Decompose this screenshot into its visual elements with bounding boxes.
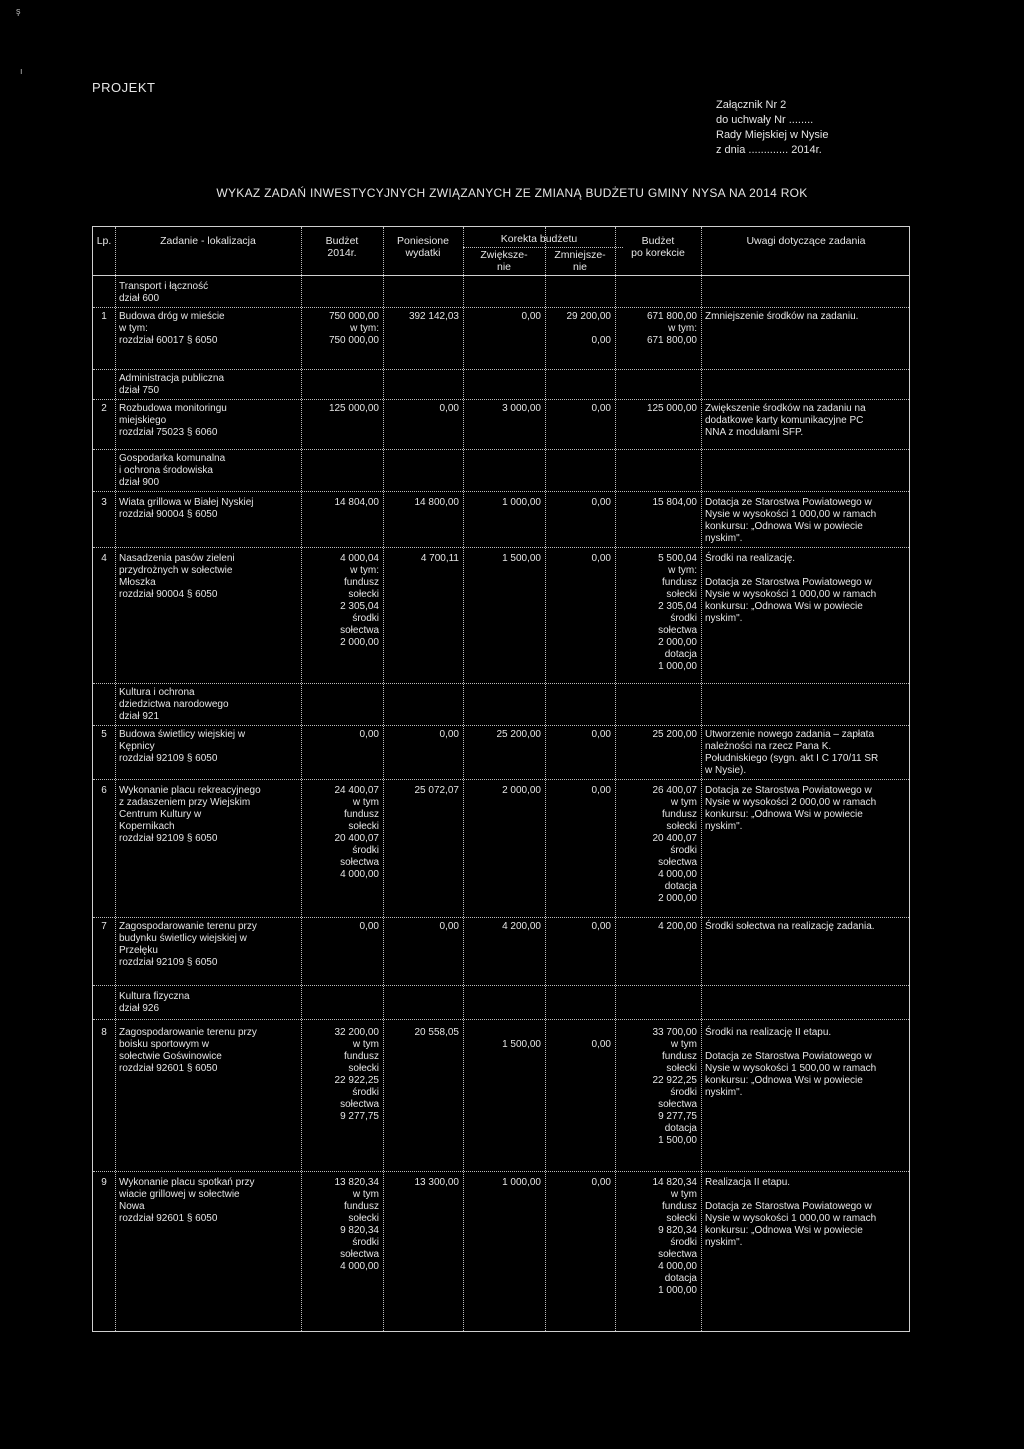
row-task: Zagospodarowanie terenu przy budynku świetlicy wiejskiej w Przełęku rozdział 92109 § 6050 xyxy=(119,921,257,968)
row-divider xyxy=(93,449,909,450)
row-spent: 0,00 xyxy=(439,403,459,414)
header-decrease: Zmniejsze- nie xyxy=(554,249,606,273)
row-divider xyxy=(93,683,909,684)
row-remarks: Środki na realizację II etapu. Dotacja ze Starostwa Powiatowego w Nysie w wysokości 1 500,00 w ramach konkursu: „Odnowa Wsi w powiecie nyskim". xyxy=(705,1027,877,1098)
row-remarks: Dotacja ze Starostwa Powiatowego w Nysie w wysokości 1 000,00 w ramach konkursu: „Odnowa Wsi w powiecie nyskim". xyxy=(705,497,877,544)
header-spent: Poniesione wydatki xyxy=(397,235,449,259)
row-divider xyxy=(93,725,909,726)
header-lp: Lp. xyxy=(96,235,112,247)
document-title: WYKAZ ZADAŃ INWESTYCYJNYCH ZWIĄZANYCH ZE ZMIANĄ BUDŻETU GMINY NYSA NA 2014 ROK xyxy=(216,186,808,200)
row-decrease: 0,00 xyxy=(591,785,611,796)
row-increase: 2 000,00 xyxy=(502,785,541,796)
row-increase: 1 000,00 xyxy=(502,1177,541,1188)
row-divider xyxy=(93,547,909,548)
annex-block xyxy=(716,98,828,158)
row-budget: 4 000,04 w tym: fundusz sołecki 2 305,04 środki sołectwa 2 000,00 xyxy=(340,553,379,648)
row-task: Zagospodarowanie terenu przy boisku sportowym w sołectwie Goświnowice rozdział 92601 § 6050 xyxy=(119,1027,257,1074)
row-lp: 2 xyxy=(101,403,107,414)
row-after: 125 000,00 xyxy=(646,403,697,414)
row-divider xyxy=(93,307,909,308)
row-after: 671 800,00 w tym: 671 800,00 xyxy=(646,311,697,346)
row-after: 14 820,34 w tym fundusz sołecki 9 820,34 środki sołectwa 4 000,00 dotacja 1 000,00 xyxy=(652,1177,697,1296)
row-spent: 13 300,00 xyxy=(414,1177,459,1188)
row-increase: 3 000,00 xyxy=(502,403,541,414)
row-divider xyxy=(93,369,909,370)
section-heading: Kultura fizyczna dział 926 xyxy=(119,991,190,1014)
header-changes: Korekta budżetu xyxy=(500,233,578,245)
row-lp: 6 xyxy=(101,785,107,796)
row-divider xyxy=(93,1019,909,1020)
row-budget: 750 000,00 w tym: 750 000,00 xyxy=(328,311,379,346)
row-remarks: Środki na realizację. Dotacja ze Starostwa Powiatowego w Nysie w wysokości 1 000,00 w ramach konkursu: „Odnowa Wsi w powiecie nyskim". xyxy=(705,553,877,624)
row-lp: 3 xyxy=(101,497,107,508)
corner-mark-top: ş xyxy=(16,6,21,16)
row-decrease: 0,00 xyxy=(591,553,611,564)
row-spent: 0,00 xyxy=(439,921,459,932)
row-after: 5 500,04 w tym: fundusz sołecki 2 305,04 środki sołectwa 2 000,00 dotacja 1 000,00 xyxy=(658,553,697,672)
row-after: 26 400,07 w tym fundusz sołecki 20 400,07 środki sołectwa 4 000,00 dotacja 2 000,00 xyxy=(652,785,697,904)
row-budget: 24 400,07 w tym fundusz sołecki 20 400,07 środki sołectwa 4 000,00 xyxy=(334,785,379,880)
row-task: Budowa dróg w mieście w tym: rozdział 60017 § 6050 xyxy=(119,311,225,346)
annex-line: Załącznik Nr 2 xyxy=(716,99,787,111)
row-decrease: 29 200,00 0,00 xyxy=(566,311,611,346)
row-spent: 4 700,11 xyxy=(420,553,459,564)
row-decrease: 0,00 xyxy=(591,1039,611,1050)
row-divider xyxy=(93,917,909,918)
row-remarks: Zwiększenie środków na zadaniu na dodatkowe karty komunikacyjne PC NNA z modułami SFP. xyxy=(705,403,866,438)
row-decrease: 0,00 xyxy=(591,497,611,508)
row-lp: 7 xyxy=(101,921,107,932)
row-divider xyxy=(93,399,909,400)
row-increase: 1 500,00 xyxy=(502,553,541,564)
row-budget: 0,00 xyxy=(359,921,379,932)
row-spent: 392 142,03 xyxy=(408,311,459,322)
row-after: 4 200,00 xyxy=(658,921,697,932)
row-task: Rozbudowa monitoringu miejskiego rozdział 75023 § 6060 xyxy=(119,403,227,438)
row-increase: 1 000,00 xyxy=(502,497,541,508)
row-lp: 9 xyxy=(101,1177,107,1188)
row-budget: 32 200,00 w tym fundusz sołecki 22 922,25 środki sołectwa 9 277,75 xyxy=(334,1027,379,1122)
row-increase: 0,00 xyxy=(521,311,541,322)
row-task: Wiata grillowa w Białej Nyskiej rozdział 90004 § 6050 xyxy=(119,497,254,520)
row-lp: 4 xyxy=(101,553,107,564)
header-task: Zadanie - lokalizacja xyxy=(160,235,256,247)
row-divider xyxy=(93,985,909,986)
row-divider xyxy=(93,491,909,492)
row-increase: 1 500,00 xyxy=(502,1039,541,1050)
row-spent: 25 072,07 xyxy=(414,785,459,796)
row-divider xyxy=(93,779,909,780)
annex-line: do uchwały Nr ........ xyxy=(716,114,814,126)
corner-mark-side: ı xyxy=(20,66,23,76)
row-remarks: Środki sołectwa na realizację zadania. xyxy=(705,921,875,932)
row-budget: 125 000,00 xyxy=(328,403,379,414)
row-task: Nasadzenia pasów zieleni przydrożnych w sołectwie Młoszka rozdział 90004 § 6050 xyxy=(119,553,235,600)
annex-line: z dnia ............. 2014r. xyxy=(716,144,822,156)
row-decrease: 0,00 xyxy=(591,921,611,932)
header-border xyxy=(93,275,909,276)
row-lp: 5 xyxy=(101,729,107,740)
row-budget: 13 820,34 w tym fundusz sołecki 9 820,34 środki sołectwa 4 000,00 xyxy=(334,1177,379,1272)
row-task: Wykonanie placu rekreacyjnego z zadaszeniem przy Wiejskim Centrum Kultury w Kopernikach rozdział 92109 § 6050 xyxy=(119,785,261,844)
row-spent: 0,00 xyxy=(439,729,459,740)
section-heading: Gospodarka komunalna i ochrona środowiska dział 900 xyxy=(119,453,226,488)
investment-table xyxy=(92,226,910,1332)
section-heading: Administracja publiczna dział 750 xyxy=(119,373,225,396)
row-decrease: 0,00 xyxy=(591,729,611,740)
row-spent: 14 800,00 xyxy=(414,497,459,508)
project-label: PROJEKT xyxy=(92,80,156,95)
row-increase: 25 200,00 xyxy=(496,729,541,740)
header-subdivider xyxy=(463,247,623,248)
row-remarks: Realizacja II etapu. Dotacja ze Starostwa Powiatowego w Nysie w wysokości 1 000,00 w ramach konkursu: „Odnowa Wsi w powiecie nyskim". xyxy=(705,1177,877,1248)
section-heading: Kultura i ochrona dziedzictwa narodowego dział 921 xyxy=(119,687,229,722)
header-remarks: Uwagi dotyczące zadania xyxy=(746,235,866,247)
row-lp: 8 xyxy=(101,1027,107,1038)
annex-line: Rady Miejskiej w Nysie xyxy=(716,129,829,141)
row-remarks: Zmniejszenie środków na zadaniu. xyxy=(705,311,859,322)
header-after: Budżet po korekcie xyxy=(631,235,685,259)
row-after: 15 804,00 xyxy=(652,497,697,508)
row-budget: 0,00 xyxy=(359,729,379,740)
row-increase: 4 200,00 xyxy=(502,921,541,932)
row-divider xyxy=(93,1171,909,1172)
row-budget: 14 804,00 xyxy=(334,497,379,508)
row-decrease: 0,00 xyxy=(591,403,611,414)
row-decrease: 0,00 xyxy=(591,1177,611,1188)
row-spent: 20 558,05 xyxy=(414,1027,459,1038)
header-budget: Budżet 2014r. xyxy=(325,235,359,259)
row-after: 25 200,00 xyxy=(652,729,697,740)
row-after: 33 700,00 w tym fundusz sołecki 22 922,25 środki sołectwa 9 277,75 dotacja 1 500,00 xyxy=(652,1027,697,1146)
row-lp: 1 xyxy=(101,311,107,322)
row-remarks: Utworzenie nowego zadania – zapłata należności na rzecz Pana K. Południskiego (sygn. akt I C 170/11 SR w Nysie). xyxy=(705,729,879,776)
header-increase: Zwiększe- nie xyxy=(480,249,528,273)
row-task: Wykonanie placu spotkań przy wiacie grillowej w sołectwie Nowa rozdział 92601 § 6050 xyxy=(119,1177,255,1224)
row-remarks: Dotacja ze Starostwa Powiatowego w Nysie w wysokości 2 000,00 w ramach konkursu: „Odnowa Wsi w powiecie nyskim". xyxy=(705,785,877,832)
row-task: Budowa świetlicy wiejskiej w Kępnicy rozdział 92109 § 6050 xyxy=(119,729,246,764)
section-heading: Transport i łączność dział 600 xyxy=(119,281,209,304)
